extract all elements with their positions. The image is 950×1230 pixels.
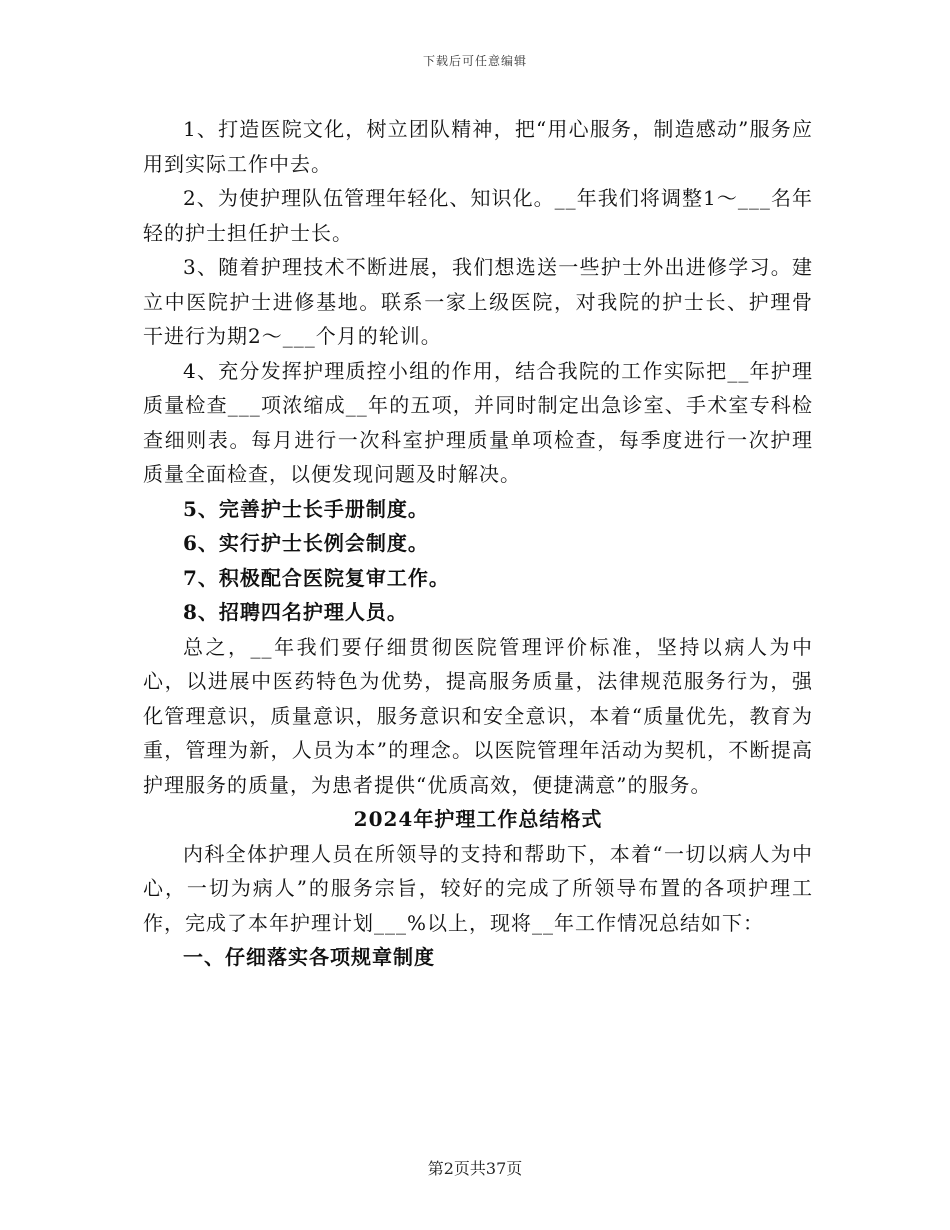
section-title: 2024年护理工作总结格式 (353, 807, 603, 831)
paragraph-item-6: 6、实行护士长例会制度。 (183, 531, 429, 555)
page-header: 下载后可任意编辑 (422, 54, 527, 68)
paragraph-item-7: 7、积极配合医院复审工作。 (183, 565, 450, 590)
paragraph-item-4: 4、充分发挥护理质控小组的作用，结合我院的工作实际把__年护理质量检查___项浓缩成__年的五项，并同时制定出急诊室、手术室专科检查细则表。每月进行一次科室护理质量单项检查，每季度进行一次护理质量全面检查，以便发现问题及时解决。 (143, 358, 813, 486)
page-footer: 第2页共37页 (427, 1159, 523, 1178)
paragraph-item-8: 8、招聘四名护理人员。 (183, 600, 408, 624)
intro-paragraph: 内科全体护理人员在所领导的支持和帮助下，本着“一切以病人为中心，一切为病人”的服务宗旨，较好的完成了所领导布置的各项护理工作，完成了本年护理计划___%以上，现将__年工作情况总结如下： (143, 841, 813, 935)
document-body (143, 112, 813, 975)
paragraph-item-1: 1、打造医院文化，树立团队精神，把“用心服务，制造感动”服务应用到实际工作中去。 (143, 117, 813, 176)
paragraph-item-3: 3、随着护理技术不断进展，我们想选送一些护士外出进修学习。建立中医院护士进修基地。联系一家上级医院，对我院的护士长、护理骨干进行为期2～___个月的轮训。 (143, 255, 813, 348)
paragraph-item-5: 5、完善护士长手册制度。 (183, 496, 429, 521)
summary-paragraph: 总之，__年我们要仔细贯彻医院管理评价标准，坚持以病人为中心，以进展中医药特色为优势，提高服务质量，法律规范服务行为，强化管理意识，质量意识，服务意识和安全意识，本着“质量优先，教育为重，管理为新，人员为本”的理念。以医院管理年活动为契机，不断提高护理服务的质量，为患者提供“优质高效，便捷满意”的服务。 (143, 634, 813, 797)
paragraph-item-2: 2、为使护理队伍管理年轻化、知识化。__年我们将调整1～___名年轻的护士担任护士长。 (143, 186, 813, 245)
section-heading-1: 一、仔细落实各项规章制度 (183, 945, 435, 969)
